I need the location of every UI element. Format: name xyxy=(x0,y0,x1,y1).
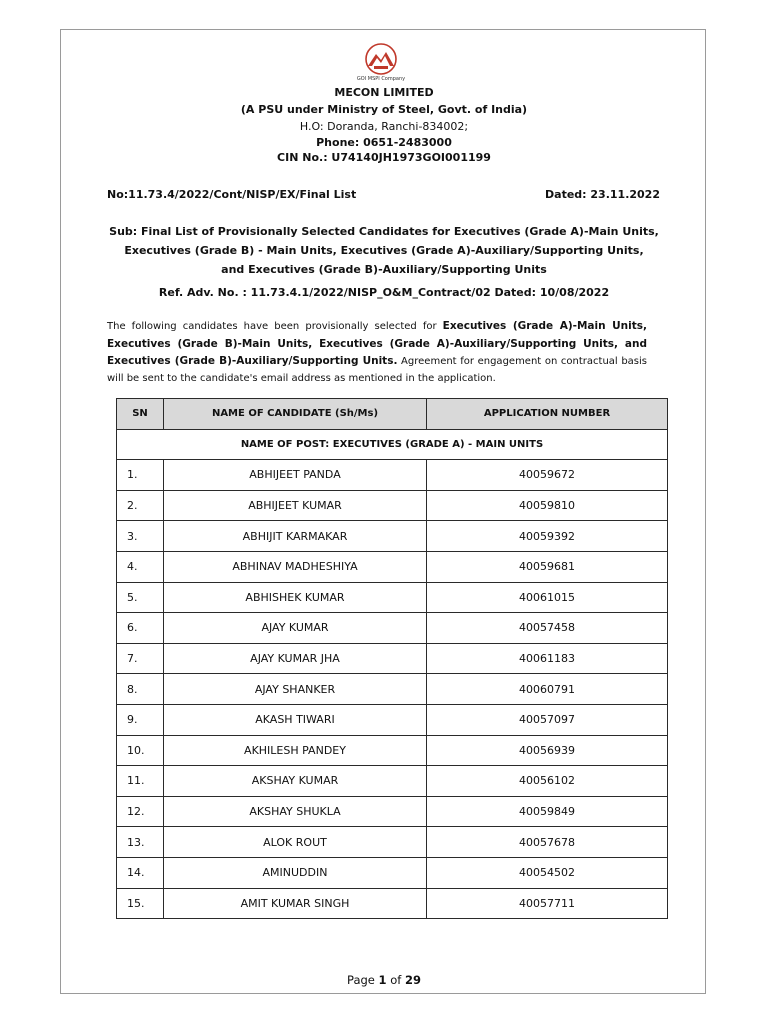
table-row xyxy=(117,888,668,919)
row-candidate-name: ABHIJEET PANDA xyxy=(164,460,427,491)
candidate-table xyxy=(116,398,668,919)
intro-paragraph xyxy=(107,318,647,387)
page-footer xyxy=(0,973,768,987)
row-application-number: 40061183 xyxy=(427,643,668,674)
table-row xyxy=(117,643,668,674)
row-application-number: 40057711 xyxy=(427,888,668,919)
subject xyxy=(100,222,668,279)
row-sn: 7. xyxy=(117,643,164,674)
row-sn: 15. xyxy=(117,888,164,919)
row-sn: 10. xyxy=(117,735,164,766)
advertisement-reference: Ref. Adv. No. : 11.73.4.1/2022/NISP_O&M_Contract/02 Dated: 10/08/2022 xyxy=(158,286,610,299)
row-sn: 3. xyxy=(117,521,164,552)
table-row xyxy=(117,766,668,797)
table-row xyxy=(117,613,668,644)
table-row xyxy=(117,796,668,827)
table-header-row xyxy=(117,399,668,430)
intro-post-list: Executives (Grade A)-Main Units, Executives (Grade B)-Main Units, Executives (Grade A)-Auxiliary/Supporting Units, and Executives (Grade B)-Auxiliary/Supporting Units. xyxy=(107,320,648,367)
logo-text: GOI MSPI Company xyxy=(356,76,406,82)
row-candidate-name: AMINUDDIN xyxy=(164,857,427,888)
row-candidate-name: ALOK ROUT xyxy=(164,827,427,858)
row-application-number: 40059672 xyxy=(427,460,668,491)
phone-line: Phone: 0651-2483000 xyxy=(316,136,452,149)
row-candidate-name: AKSHAY KUMAR xyxy=(164,766,427,797)
table-row xyxy=(117,521,668,552)
row-sn: 1. xyxy=(117,460,164,491)
mecon-logo-icon xyxy=(355,42,407,82)
row-candidate-name: AKSHAY SHUKLA xyxy=(164,796,427,827)
row-application-number: 40059849 xyxy=(427,796,668,827)
table-row xyxy=(117,582,668,613)
table-row xyxy=(117,460,668,491)
row-sn: 12. xyxy=(117,796,164,827)
table-row xyxy=(117,827,668,858)
row-candidate-name: ABHINAV MADHESHIYA xyxy=(164,551,427,582)
row-candidate-name: AKASH TIWARI xyxy=(164,704,427,735)
row-sn: 4. xyxy=(117,551,164,582)
intro-text-1: The following candidates have been provisionally selected for xyxy=(107,321,443,332)
row-sn: 2. xyxy=(117,490,164,521)
row-application-number: 40060791 xyxy=(427,674,668,705)
table-row xyxy=(117,857,668,888)
row-candidate-name: ABHISHEK KUMAR xyxy=(164,582,427,613)
table-row xyxy=(117,704,668,735)
row-candidate-name: AKHILESH PANDEY xyxy=(164,735,427,766)
subject-line-1: Sub: Final List of Provisionally Selected Candidates for Executives (Grade A)-Main Units, xyxy=(109,225,659,238)
page-current: 1 xyxy=(378,973,387,987)
psu-line: (A PSU under Ministry of Steel, Govt. of India) xyxy=(240,103,528,116)
row-sn: 11. xyxy=(117,766,164,797)
row-sn: 9. xyxy=(117,704,164,735)
cin-line: CIN No.: U74140JH1973GOI001199 xyxy=(277,151,491,164)
post-title-row xyxy=(117,429,668,460)
row-candidate-name: ABHIJIT KARMAKAR xyxy=(164,521,427,552)
subject-line-2: Executives (Grade B) - Main Units, Executives (Grade A)-Auxiliary/Supporting Units, xyxy=(124,244,644,257)
header-sn: SN xyxy=(117,399,164,430)
row-application-number: 40057678 xyxy=(427,827,668,858)
reference-number: No:11.73.4/2022/Cont/NISP/EX/Final List xyxy=(107,188,357,201)
header-name: NAME OF CANDIDATE (Sh/Ms) xyxy=(164,399,427,430)
row-application-number: 40059392 xyxy=(427,521,668,552)
row-candidate-name: ABHIJEET KUMAR xyxy=(164,490,427,521)
row-application-number: 40059810 xyxy=(427,490,668,521)
row-candidate-name: AMIT KUMAR SINGH xyxy=(164,888,427,919)
subject-line-3: and Executives (Grade B)-Auxiliary/Supporting Units xyxy=(221,263,547,276)
page-total: 29 xyxy=(404,973,421,987)
row-candidate-name: AJAY KUMAR JHA xyxy=(164,643,427,674)
table-row xyxy=(117,551,668,582)
company-name: MECON LIMITED xyxy=(334,86,434,99)
row-candidate-name: AJAY SHANKER xyxy=(164,674,427,705)
table-row xyxy=(117,735,668,766)
row-application-number: 40057097 xyxy=(427,704,668,735)
row-sn: 13. xyxy=(117,827,164,858)
reference-date: Dated: 23.11.2022 xyxy=(545,188,660,201)
row-application-number: 40061015 xyxy=(427,582,668,613)
table-row xyxy=(117,674,668,705)
row-sn: 5. xyxy=(117,582,164,613)
intro-text-2: Agreement for engagement on contractual basis will be sent to the candidate's email address as mentioned in the application. xyxy=(107,356,647,384)
row-application-number: 40059681 xyxy=(427,551,668,582)
row-application-number: 40057458 xyxy=(427,613,668,644)
row-sn: 6. xyxy=(117,613,164,644)
row-sn: 14. xyxy=(117,857,164,888)
table-row xyxy=(117,490,668,521)
row-application-number: 40056102 xyxy=(427,766,668,797)
header-application-number: APPLICATION NUMBER xyxy=(427,399,668,430)
post-title: NAME OF POST: EXECUTIVES (GRADE A) - MAIN UNITS xyxy=(117,429,668,460)
of-label: of xyxy=(390,973,402,987)
row-candidate-name: AJAY KUMAR xyxy=(164,613,427,644)
page-label: Page xyxy=(347,973,375,987)
row-sn: 8. xyxy=(117,674,164,705)
row-application-number: 40056939 xyxy=(427,735,668,766)
address-line: H.O: Doranda, Ranchi-834002; xyxy=(299,120,469,133)
row-application-number: 40054502 xyxy=(427,857,668,888)
